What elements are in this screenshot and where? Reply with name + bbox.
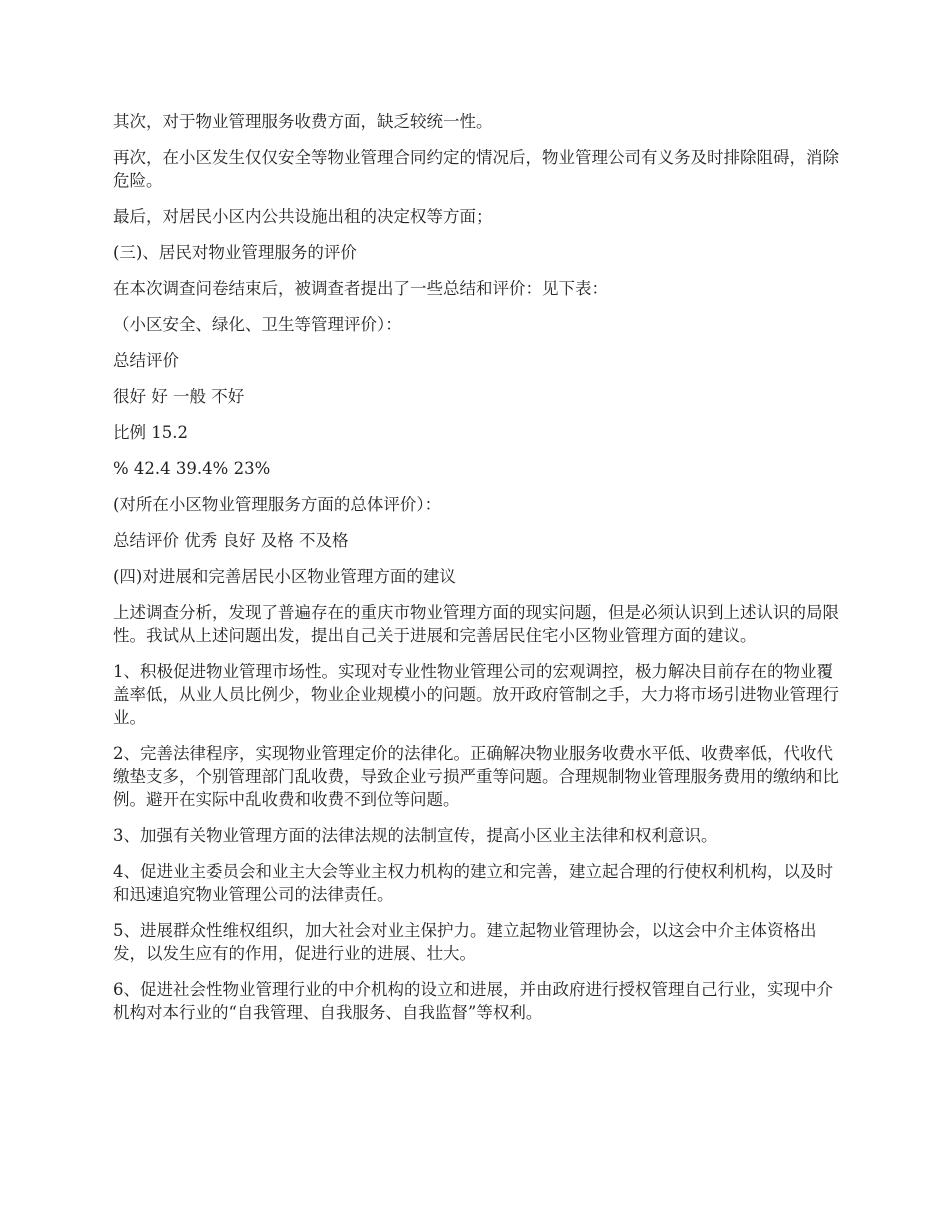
paragraph-facility-lease: 最后，对居民小区内公共设施出租的决定权等方面； xyxy=(113,207,493,226)
paragraph-suggestion-6: 6、促进社会性物业管理行业的中介机构的设立和进展，并由政府进行授权管理自己行业，实现中介机构对本行业的“自我管理、自我服务、自我监督”等权利。 xyxy=(113,980,833,1022)
paragraph-fee-uniformity: 其次，对于物业管理服务收费方面，缺乏较统一性。 xyxy=(113,112,493,131)
paragraph-safety-obligation: 再次，在小区发生仅仅安全等物业管理合同约定的情况后，物业管理公司有义务及时排除阻碍，消除危险。 xyxy=(113,148,839,190)
paragraph-ratio-values: % 42.4 39.4% 23% xyxy=(113,459,271,478)
paragraph-rating-levels: 很好 好 一般 不好 xyxy=(113,387,245,406)
paragraph-overall-evaluation-caption: (对所在小区物业管理服务方面的总体评价）： xyxy=(113,495,442,514)
paragraph-summary-evaluation-label: 总结评价 xyxy=(113,351,179,370)
paragraph-management-evaluation-caption: （小区安全、绿化、卫生等管理评价）： xyxy=(113,315,402,334)
document-body xyxy=(113,110,841,1037)
section-heading-suggestions: (四)对进展和完善居民小区物业管理方面的建议 xyxy=(113,567,456,586)
paragraph-suggestion-2: 2、完善法律程序，实现物业管理定价的法律化。正确解决物业服务收费水平低、收费率低，代收代缴垫支多，个别管理部门乱收费，导致企业亏损严重等问题。合理规制物业管理服务费用的缴纳和比例。避开在实际中乱收费和收费不到位等问题。 xyxy=(113,744,839,809)
paragraph-suggestion-4: 4、促进业主委员会和业主大会等业主权力机构的建立和完善，建立起合理的行使权利机构，以及时和迅速追究物业管理公司的法律责任。 xyxy=(113,862,833,904)
paragraph-suggestion-5: 5、进展群众性维权组织，加大社会对业主保护力。建立起物业管理协会，以这会中介主体资格出发，以发生应有的作用，促进行业的进展、壮大。 xyxy=(113,921,817,963)
paragraph-overall-rating-levels: 总结评价 优秀 良好 及格 不及格 xyxy=(113,531,349,550)
paragraph-survey-summary: 在本次调查问卷结束后，被调查者提出了一些总结和评价：见下表： xyxy=(113,279,608,298)
paragraph-ratio-label: 比例 15.2 xyxy=(113,423,188,442)
paragraph-suggestions-intro: 上述调查分析，发现了普遍存在的重庆市物业管理方面的现实问题，但是必须认识到上述认识的局限性。我试从上述问题出发，提出自己关于进展和完善居民住宅小区物业管理方面的建议。 xyxy=(113,603,839,645)
paragraph-suggestion-1: 1、积极促进物业管理市场性。实现对专业性物业管理公司的宏观调控，极力解决目前存在的物业覆盖率低，从业人员比例少，物业企业规模小的问题。放开政府管制之手，大力将市场引进物业管理行业。 xyxy=(113,662,839,727)
section-heading-evaluation: (三)、居民对物业管理服务的评价 xyxy=(113,243,357,262)
paragraph-suggestion-3: 3、加强有关物业管理方面的法律法规的法制宣传，提高小区业主法律和权利意识。 xyxy=(113,826,718,845)
